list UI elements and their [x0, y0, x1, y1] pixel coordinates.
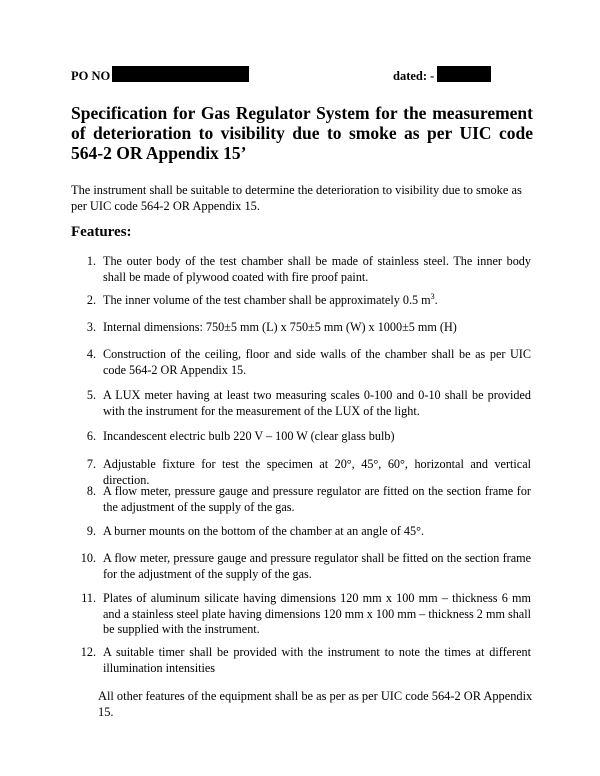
po-number-label: PO NO: [71, 69, 111, 83]
date-redaction: [437, 66, 491, 82]
feature-number: 12.: [80, 645, 96, 659]
feature-number: 3.: [86, 320, 96, 334]
feature-number: 9.: [86, 524, 96, 538]
feature-text: The outer body of the test chamber shall be made of stainless steel. The inner body shall be made of plywood coated with fire proof paint.: [103, 254, 531, 284]
closing-paragraph: All other features of the equipment shall be as per as per UIC code 564-2 OR Appendix 15.: [98, 689, 533, 719]
feature-text: Construction of the ceiling, floor and side walls of the chamber shall be as per UIC code 564-2 OR Appendix 15.: [103, 347, 531, 377]
feature-number: 4.: [86, 347, 96, 361]
feature-text: A LUX meter having at least two measuring scales 0-100 and 0-10 shall be provided with the instrument for the measurement of the LUX of the light.: [103, 388, 531, 418]
feature-text: A flow meter, pressure gauge and pressure regulator are fitted on the section frame for the adjustment of the supply of the gas.: [103, 484, 531, 514]
intro-paragraph: The instrument shall be suitable to determine the deterioration to visibility due to smoke as per UIC code 564-2 OR Appendix 15.: [71, 183, 522, 213]
feature-text: Plates of aluminum silicate having dimensions 120 mm x 100 mm – thickness 6 mm and a stainless steel plate having dimensions 120 mm x 100 mm – thickness 2 mm shall be supplied with the instrument.: [103, 591, 531, 636]
feature-number: 7.: [86, 457, 96, 471]
feature-number: 5.: [86, 388, 96, 402]
feature-number: 1.: [86, 254, 96, 268]
feature-text-main: The inner volume of the test chamber shall be approximately 0.5 m: [103, 293, 431, 307]
feature-text: Adjustable fixture for test the specimen at 20°, 45°, 60°, horizontal and vertical direction.: [103, 457, 531, 487]
features-heading: Features:: [71, 224, 132, 240]
feature-text: A flow meter, pressure gauge and pressure regulator shall be fitted on the section frame for the adjustment of the supply of the gas.: [103, 551, 531, 581]
feature-number: 8.: [86, 484, 96, 498]
dated-label: dated: -: [393, 69, 435, 83]
po-number-redaction: [112, 66, 249, 82]
document-title: Specification for Gas Regulator System for the measurement of deterioration to visibility due to smoke as per UIC code 564-2 OR Appendix 15’: [71, 103, 533, 163]
po-header: [71, 66, 531, 86]
feature-number: 10.: [80, 551, 96, 565]
feature-text-suffix: .: [434, 293, 438, 307]
feature-text: [103, 293, 531, 309]
feature-text: A burner mounts on the bottom of the chamber at an angle of 45°.: [103, 524, 424, 538]
feature-number: 2.: [86, 293, 96, 307]
feature-text: A suitable timer shall be provided with the instrument to note the times at different illumination intensities: [103, 645, 531, 675]
feature-superscript: 3: [430, 291, 435, 301]
feature-text: Internal dimensions: 750±5 mm (L) x 750±5 mm (W) x 1000±5 mm (H): [103, 320, 457, 334]
feature-text: Incandescent electric bulb 220 V – 100 W (clear glass bulb): [103, 429, 395, 443]
feature-number: 6.: [86, 429, 96, 443]
feature-number: 11.: [81, 591, 96, 605]
